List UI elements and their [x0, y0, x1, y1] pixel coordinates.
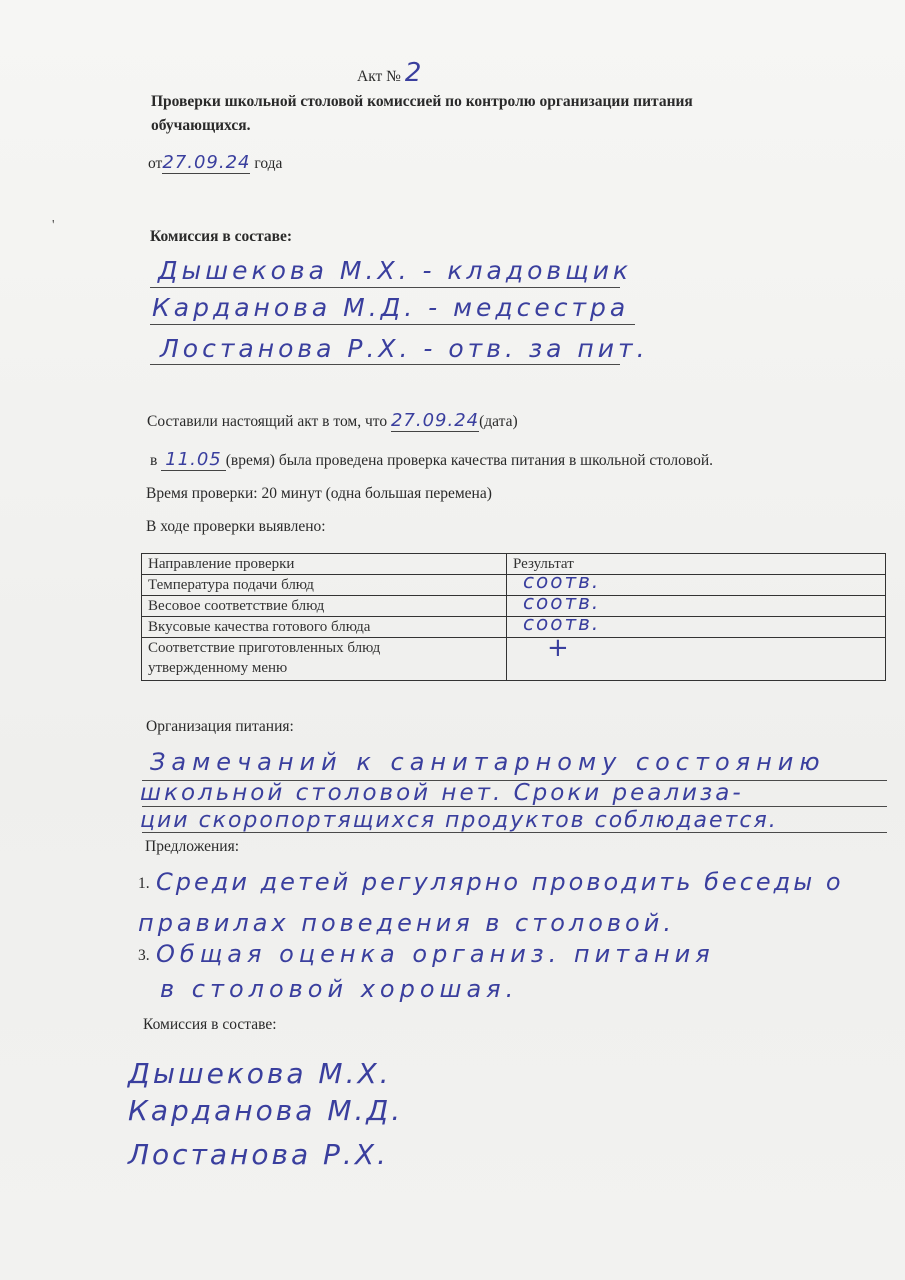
time-value: 11.05: [161, 449, 226, 471]
commission-member-2: Карданова М.Д. - медсестра: [152, 293, 630, 322]
table-cell-result: [507, 633, 886, 681]
act-date: [148, 152, 282, 173]
result-handwriting: соотв.: [523, 569, 601, 593]
proposal-number-1: 1.: [138, 875, 150, 892]
check-duration: Время проверки: 20 минут (одна большая перемена): [146, 485, 492, 502]
proposals-label: Предложения:: [145, 838, 240, 855]
direction-line1: Соответствие приготовленных блюд: [148, 640, 381, 656]
commission-member-1: Дышекова М.Х. - кладовщик: [158, 256, 633, 285]
direction-line2: утвержденному меню: [148, 660, 288, 676]
act-heading-line2: обучающихся.: [151, 117, 251, 134]
result-handwriting: +: [547, 633, 571, 663]
commission-label: Комиссия в составе:: [150, 228, 293, 245]
date-prefix: от: [148, 155, 163, 172]
table-cell-direction: Температура подачи блюд: [142, 575, 507, 596]
table-header-row: [142, 554, 886, 575]
result-handwriting: соотв.: [523, 611, 601, 635]
check-results-table: [141, 553, 886, 681]
act-title: [357, 58, 421, 88]
table-row: [142, 596, 886, 617]
scan-speck: ': [52, 218, 55, 233]
act-heading-line1: Проверки школьной столовой комиссией по контролю организации питания: [151, 93, 693, 110]
organization-line-1: Замечаний к санитарному состоянию: [150, 748, 826, 776]
time-prefix: в: [150, 452, 158, 469]
statement-prefix: Составили настоящий акт в том, что: [147, 413, 388, 430]
proposal-number-2: 3.: [138, 947, 150, 964]
table-cell-direction: Вкусовые качества готового блюда: [142, 617, 507, 638]
signature-name-1: Дышекова М.Х.: [128, 1057, 392, 1090]
table-cell-direction: [142, 638, 507, 681]
organization-line-3: ции скоропортящихся продуктов соблюдается.: [140, 808, 778, 833]
signature-name-2: Карданова М.Д.: [128, 1094, 404, 1127]
time-suffix: (время) была проведена проверка качества питания в школьной столовой.: [225, 452, 714, 469]
table-row: [142, 575, 886, 596]
organization-label: Организация питания:: [146, 718, 294, 735]
signatures-label: Комиссия в составе:: [143, 1016, 277, 1033]
proposal-2-line-1: Общая оценка организ. питания: [156, 940, 715, 968]
date-suffix: года: [254, 155, 283, 172]
table-row: [142, 638, 886, 681]
table-cell-direction: Весовое соответствие блюд: [142, 596, 507, 617]
result-handwriting: соотв.: [523, 590, 601, 614]
act-title-prefix: Акт №: [357, 68, 401, 85]
statement-date-value: 27.09.24: [390, 410, 480, 431]
date-value: 27.09.24: [162, 152, 251, 173]
commission-member-3: Лостанова Р.Х. - отв. за пит.: [160, 334, 649, 363]
act-number: 2: [404, 58, 422, 88]
signature-name-3: Лостанова Р.Х.: [128, 1138, 389, 1171]
statement-date-suffix: (дата): [479, 413, 518, 430]
statement-line: [147, 410, 518, 431]
table-header-result: Результат: [507, 554, 886, 575]
found-label: В ходе проверки выявлено:: [146, 518, 326, 535]
table-header-direction: Направление проверки: [142, 554, 507, 575]
table-row: [142, 617, 886, 638]
proposal-1-line-1: Среди детей регулярно проводить беседы о: [156, 868, 844, 896]
proposal-2-line-2: в столовой хорошая.: [160, 975, 519, 1003]
proposal-1-line-2: правилах поведения в столовой.: [138, 909, 675, 937]
organization-line-2: школьной столовой нет. Сроки реализа-: [140, 780, 744, 806]
statement-time-line: [150, 449, 713, 470]
